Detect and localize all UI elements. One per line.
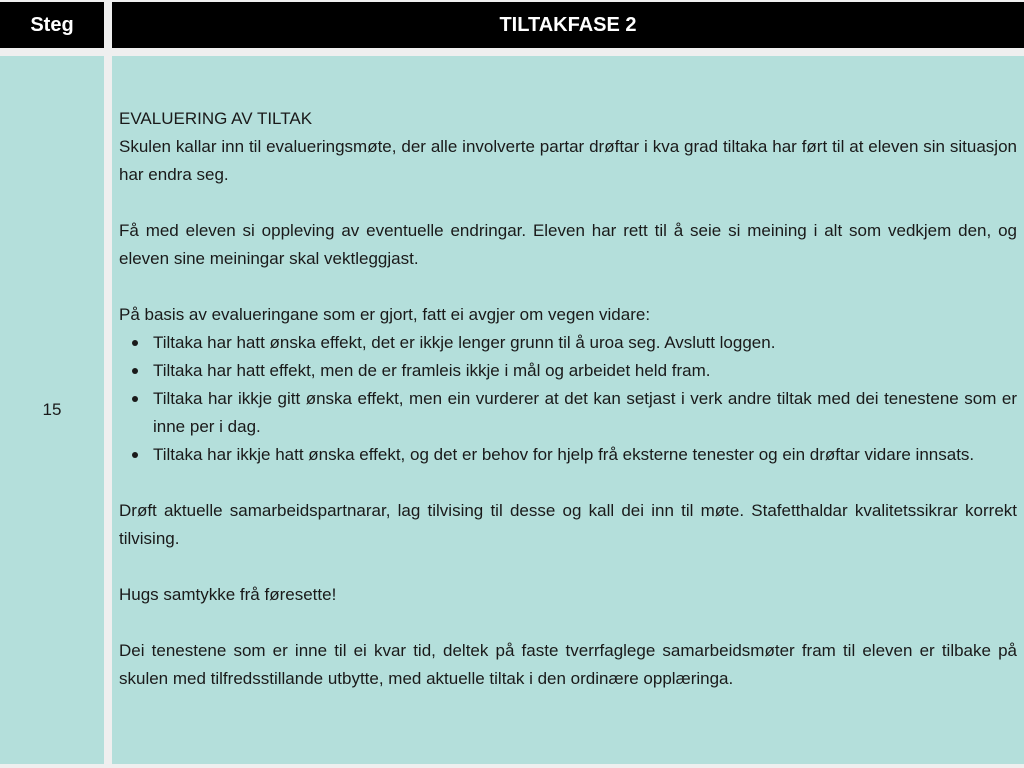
phase-column-header	[112, 2, 1024, 48]
closing-paragraph: Dei tenestene som er inne til ei kvar tid, deltek på faste tverrfaglege samarbeidsmøter fram til eleven er tilbake på skulen med tilfredsstillande utbytte, med aktuelle tiltak i den ordinære opplæringa.	[119, 641, 1017, 688]
step-column-header	[0, 2, 104, 48]
bullet-icon	[132, 340, 138, 346]
intro-paragraph: Skulen kallar inn til evalueringsmøte, der alle involverte partar drøftar i kva grad tiltaka har ført til at eleven sin situasjon har endra seg.	[119, 137, 1017, 184]
phase-title: TILTAKFASE 2	[499, 13, 637, 36]
list-item: Tiltaka har ikkje gitt ønska effekt, men ein vurderer at det kan setjast i verk andre tiltak med dei tenestene som er inne per i dag.	[153, 385, 1017, 441]
phase-content	[119, 105, 1017, 693]
decision-options-list	[119, 329, 1017, 469]
step-number: 15	[42, 400, 62, 419]
step-column-header-label: Steg	[30, 13, 74, 36]
consent-reminder: Hugs samtykke frå føresette!	[119, 585, 337, 604]
decision-intro: På basis av evalueringane som er gjort, fatt ei avgjer om vegen vidare:	[119, 305, 651, 324]
phase-content-cell	[112, 56, 1024, 764]
student-voice-paragraph: Få med eleven si oppleving av eventuelle endringar. Eleven har rett til å seie si meining i alt som vedkjem den, og eleven sine meiningar skal vektleggjast.	[119, 221, 1017, 268]
section-heading: EVALUERING AV TILTAK	[119, 109, 313, 128]
list-item: Tiltaka har ikkje hatt ønska effekt, og det er behov for hjelp frå eksterne tenester og ein drøftar vidare innsats.	[153, 441, 1017, 469]
bullet-icon	[132, 368, 138, 374]
partners-paragraph: Drøft aktuelle samarbeidspartnarar, lag tilvising til desse og kall dei inn til møte. Stafetthaldar kvalitetssikrar korrekt tilvising.	[119, 501, 1017, 548]
bullet-icon	[132, 452, 138, 458]
list-item: Tiltaka har hatt ønska effekt, det er ikkje lenger grunn til å uroa seg. Avslutt loggen.	[153, 329, 1017, 357]
step-number-cell	[0, 56, 104, 764]
list-item: Tiltaka har hatt effekt, men de er framleis ikkje i mål og arbeidet held fram.	[153, 357, 1017, 385]
bullet-icon	[132, 396, 138, 402]
